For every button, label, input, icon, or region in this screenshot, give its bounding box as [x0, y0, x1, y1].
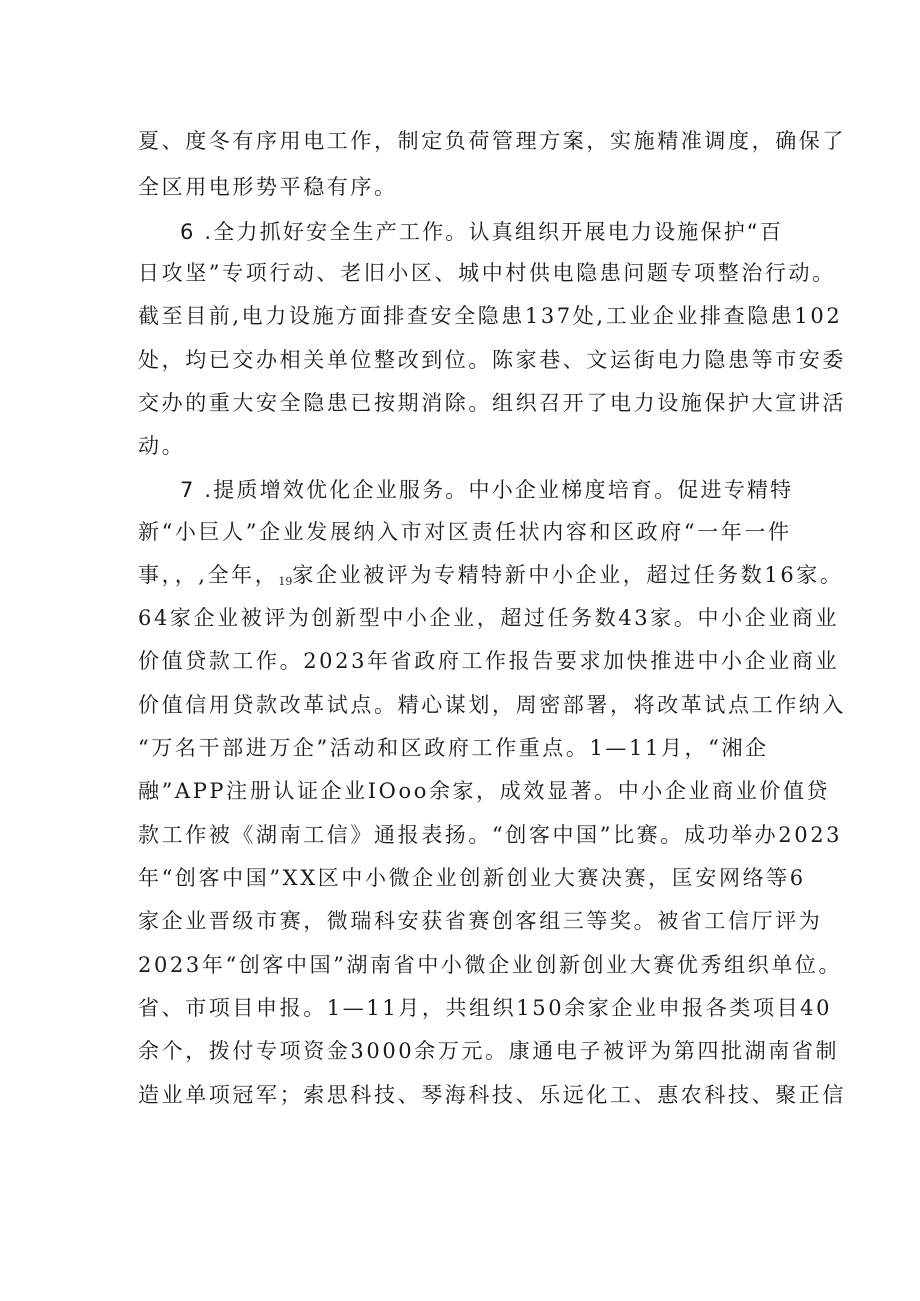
- text-line: 截至目前,电力设施方面排查安全隐患137处,工业企业排查隐患102: [138, 304, 843, 328]
- text-line: 64家企业被评为创新型中小企业，超过任务数43家。中小企业商业: [138, 606, 840, 630]
- text-line: 日攻坚”专项行动、老旧小区、城中村供电隐患问题专项整治行动。: [138, 261, 836, 285]
- text-line: 动。: [138, 434, 186, 458]
- text-line: 2023年“创客中国”湖南省中小微企业创新创业大赛优秀组织单位。: [138, 953, 843, 977]
- text-line: 年“创客中国”XX区中小微企业创新创业大赛决赛，匡安网络等6: [138, 866, 806, 890]
- text-line: 价值贷款工作。2023年省政府工作报告要求加快推进中小企业商业: [138, 649, 840, 673]
- text-line: 新“小巨人”企业发展纳入市对区责任状内容和区政府“一年一件: [138, 520, 792, 544]
- subscript-number: 19: [278, 575, 293, 588]
- text-line: [138, 560, 844, 597]
- text-line: 夏、度冬有序用电工作，制定负荷管理方案，实施精准调度，确保了: [138, 129, 846, 153]
- text-line: 全区用电形势平稳有序。: [138, 175, 398, 199]
- text-line: 价值信用贷款改革试点。精心谋划，周密部署，将改革试点工作纳入: [138, 693, 846, 717]
- text-line: 交办的重大安全隐患已按期消除。组织召开了电力设施保护大宣讲活: [138, 391, 846, 415]
- text-line: 省、市项目申报。1—11月，共组织150余家企业申报各类项目40: [138, 996, 833, 1020]
- text-line: 款工作被《湖南工信》通报表扬。“创客中国”比赛。成功举办2023: [138, 823, 843, 847]
- text-line: “万名干部进万企”活动和区政府工作重点。1—11月，“湘企: [138, 736, 769, 760]
- text-line: 造业单项冠军；索思科技、琴海科技、乐远化工、惠农科技、聚正信: [138, 1083, 846, 1107]
- text-line: 余个，拨付专项资金3000余万元。康通电子被评为第四批湖南省制: [138, 1039, 840, 1063]
- section-heading-6: 6 .全力抓好安全生产工作。认真组织开展电力设施保护“百: [180, 220, 784, 244]
- text-line: 融”APP注册认证企业IOoo余家，成效显著。中小企业商业价值贷: [138, 779, 831, 803]
- text-fragment: 事，，,全年，: [138, 563, 279, 587]
- text-line: 家企业晋级市赛，微瑞科安获省赛创客组三等奖。被省工信厅评为: [138, 909, 823, 933]
- text-line: 处，均已交办相关单位整改到位。陈家巷、文运街电力隐患等市安委: [138, 348, 846, 372]
- text-fragment: 家企业被评为专精特新中小企业，超过任务数16家。: [292, 563, 844, 587]
- section-heading-7: 7 .提质增效优化企业服务。中小企业梯度培育。促进专精特: [180, 478, 794, 502]
